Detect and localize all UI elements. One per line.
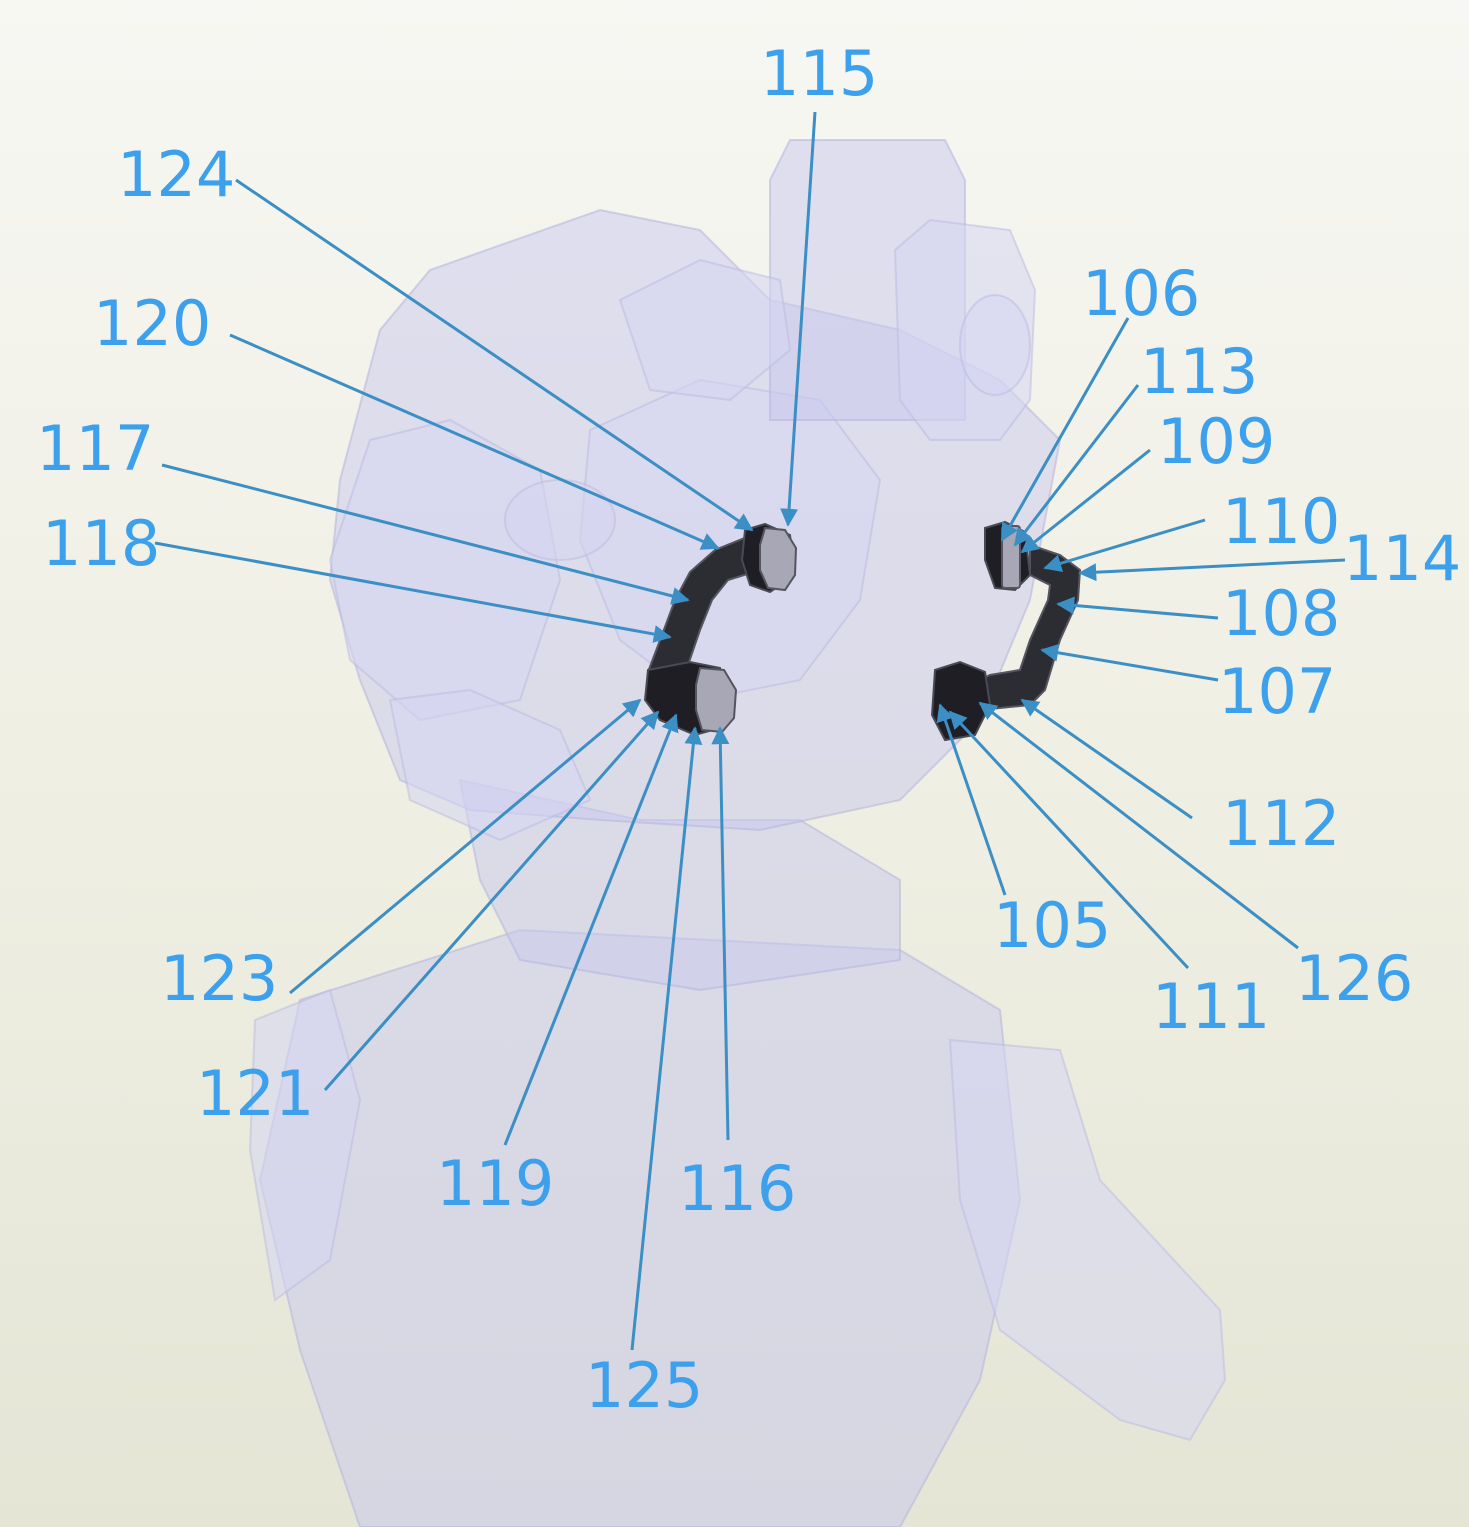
callout-113: 113 <box>1140 335 1259 408</box>
callout-126: 126 <box>1295 942 1414 1015</box>
callout-116: 116 <box>678 1152 797 1225</box>
ghost-right-disc <box>960 295 1030 395</box>
callout-105: 105 <box>993 889 1112 962</box>
callout-120: 120 <box>93 287 212 360</box>
ghost-right-arm <box>950 1040 1225 1440</box>
leader-108 <box>1058 604 1218 618</box>
ghost-torso <box>260 930 1020 1527</box>
callout-112: 112 <box>1222 787 1341 860</box>
callout-108: 108 <box>1222 577 1341 650</box>
callout-106: 106 <box>1082 257 1201 330</box>
callout-110: 110 <box>1222 485 1341 558</box>
callout-124: 124 <box>117 138 236 211</box>
callout-107: 107 <box>1218 655 1337 728</box>
callout-115: 115 <box>760 37 879 110</box>
callout-117: 117 <box>36 412 155 485</box>
left-handle-upper-cap <box>760 528 796 590</box>
ghost-eye <box>505 480 615 560</box>
callout-123: 123 <box>160 942 279 1015</box>
leader-110 <box>1045 520 1205 568</box>
callout-118: 118 <box>42 507 161 580</box>
callout-119: 119 <box>436 1147 555 1220</box>
ghost-robot-body <box>250 140 1225 1527</box>
callout-114: 114 <box>1343 522 1462 595</box>
callout-111: 111 <box>1152 970 1271 1043</box>
callout-109: 109 <box>1157 405 1276 478</box>
leader-114 <box>1080 560 1345 573</box>
right-handle-lower-block <box>932 662 990 740</box>
callout-125: 125 <box>585 1349 704 1422</box>
callout-121: 121 <box>196 1057 315 1130</box>
leader-107 <box>1042 650 1218 680</box>
